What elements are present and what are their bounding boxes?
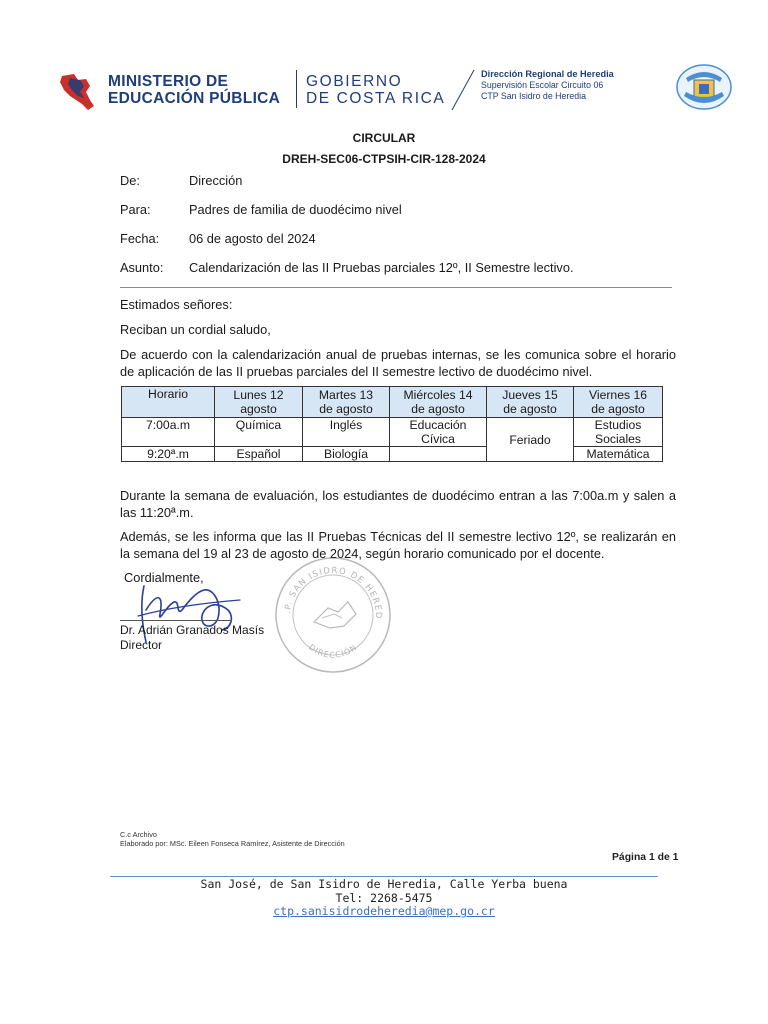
signer-name: Dr. Adrián Granados Masís xyxy=(120,623,265,637)
regional-office-block xyxy=(481,69,614,102)
schedule-cell-line: Educación xyxy=(409,418,467,432)
schedule-cell-friday: Matemática xyxy=(574,447,663,462)
prepared-by-note: Elaborado por: MSc. Eileen Fonseca Ramírez, Asistente de Dirección xyxy=(120,839,345,848)
schedule-header-friday xyxy=(574,387,663,418)
header-divider xyxy=(296,70,297,108)
closing-text: Cordialmente, xyxy=(124,570,204,585)
from-value: Dirección xyxy=(189,173,243,188)
schedule-header-date: de agosto xyxy=(503,402,557,416)
schedule-header-day: Lunes 12 xyxy=(233,388,284,402)
svg-text:C.T.P. SAN ISIDRO DE HEREDIA xyxy=(272,556,383,620)
schedule-header-day: Miércoles 14 xyxy=(403,388,473,402)
exam-schedule-table xyxy=(121,386,663,462)
page-current: 1 xyxy=(648,852,655,863)
schedule-header-date: de agosto xyxy=(411,402,465,416)
regional-office-school: CTP San Isidro de Heredia xyxy=(481,91,586,101)
schedule-row xyxy=(122,418,663,447)
copy-to-note: C.c Archivo xyxy=(120,830,157,839)
subject-label: Asunto: xyxy=(120,260,164,275)
document-title: CIRCULAR xyxy=(352,131,416,145)
schedule-cell-monday: Español xyxy=(215,447,303,462)
schedule-header-day: Jueves 15 xyxy=(502,388,558,402)
salutation: Reciban un cordial saludo, xyxy=(120,322,271,337)
schedule-header-label: Horario xyxy=(148,387,188,401)
header-separator-line xyxy=(120,287,672,288)
entry-time-paragraph: Durante la semana de evaluación, los estudiantes de duodécimo entran a las 7:00a.m y salen a las 11:20ª.m. xyxy=(120,488,676,520)
ministry-logo xyxy=(56,70,102,114)
schedule-header-thursday xyxy=(487,387,574,418)
footer-address: San José, de San Isidro de Heredia, Calle Yerba buena xyxy=(200,877,568,891)
schedule-header-time xyxy=(122,387,215,418)
page-total: 1 xyxy=(672,852,679,863)
schedule-cell-tuesday: Inglés xyxy=(303,418,390,447)
schedule-header-date: agosto xyxy=(240,402,277,416)
intro-paragraph: De acuerdo con la calendarización anual de pruebas internas, se les comunica sobre el horario de aplicación de las II pruebas parciales del II semestre lectivo de duodécimo nivel. xyxy=(120,347,676,379)
technical-tests-paragraph: Además, se les informa que las II Pruebas Técnicas del II semestre lectivo 12º, se realizarán en la semana del 19 al 23 de agosto de 2024, según horario comunicado por el docente. xyxy=(120,529,676,561)
schedule-cell-line: Cívica xyxy=(421,432,455,446)
seal-top-text: .P. SAN ISIDRO DE HERED xyxy=(283,565,384,620)
ministry-name xyxy=(108,73,280,107)
schedule-cell-thursday-holiday: Feriado xyxy=(487,418,574,462)
government-name-line2: DE COSTA RICA xyxy=(306,90,446,107)
seal-bottom-text: DIRECCIÓN xyxy=(307,642,359,660)
schedule-header-monday xyxy=(215,387,303,418)
schedule-time-cell: 7:00a.m xyxy=(122,418,215,447)
schedule-cell-monday: Química xyxy=(215,418,303,447)
footer-email-link[interactable]: ctp.sanisidrodeheredia@mep.go.cr xyxy=(273,904,495,918)
schedule-row xyxy=(122,447,663,462)
government-name xyxy=(306,73,445,107)
signer-role: Director xyxy=(120,638,163,652)
regional-office-circuit: Supervisión Escolar Circuito 06 xyxy=(481,80,604,90)
ministry-name-line2: EDUCACIÓN PÚBLICA xyxy=(108,90,281,107)
date-value: 06 de agosto del 2024 xyxy=(189,231,316,246)
government-name-line1: GOBIERNO xyxy=(306,73,403,90)
to-value: Padres de familia de duodécimo nivel xyxy=(189,202,402,217)
schedule-cell-line: Estudios xyxy=(594,418,642,432)
document-reference: DREH-SEC06-CTPSIH-CIR-128-2024 xyxy=(282,152,486,166)
schedule-cell-line: Sociales xyxy=(594,432,642,446)
date-label: Fecha: xyxy=(120,231,160,246)
page-of: de xyxy=(657,852,670,863)
schedule-header-date: de agosto xyxy=(591,402,645,416)
page-label: Página xyxy=(612,852,647,863)
footer-phone: Tel: 2268-5475 xyxy=(335,891,433,905)
subject-value: Calendarización de las II Pruebas parciales 12º, II Semestre lectivo. xyxy=(189,260,574,275)
school-crest-logo xyxy=(676,64,732,110)
schedule-header-day: Martes 13 xyxy=(318,388,374,402)
signature-line xyxy=(120,620,232,621)
schedule-cell-wednesday xyxy=(390,447,487,462)
schedule-header-row xyxy=(122,387,663,418)
regional-office-title: Dirección Regional de Heredia xyxy=(481,69,614,79)
from-label: De: xyxy=(120,173,140,188)
to-label: Para: xyxy=(120,202,151,217)
schedule-header-day: Viernes 16 xyxy=(588,388,648,402)
schedule-header-date: de agosto xyxy=(319,402,373,416)
schedule-cell-tuesday: Biología xyxy=(303,447,390,462)
ministry-name-line1: MINISTERIO DE xyxy=(108,73,229,90)
schedule-cell-wednesday xyxy=(390,418,487,447)
schedule-time-cell: 9:20ª.m xyxy=(122,447,215,462)
greeting: Estimados señores: xyxy=(120,297,233,312)
header-slash-divider xyxy=(448,68,478,112)
page-number xyxy=(612,852,678,863)
schedule-cell-friday xyxy=(574,418,663,447)
schedule-header-tuesday xyxy=(303,387,390,418)
schedule-header-wednesday xyxy=(390,387,487,418)
